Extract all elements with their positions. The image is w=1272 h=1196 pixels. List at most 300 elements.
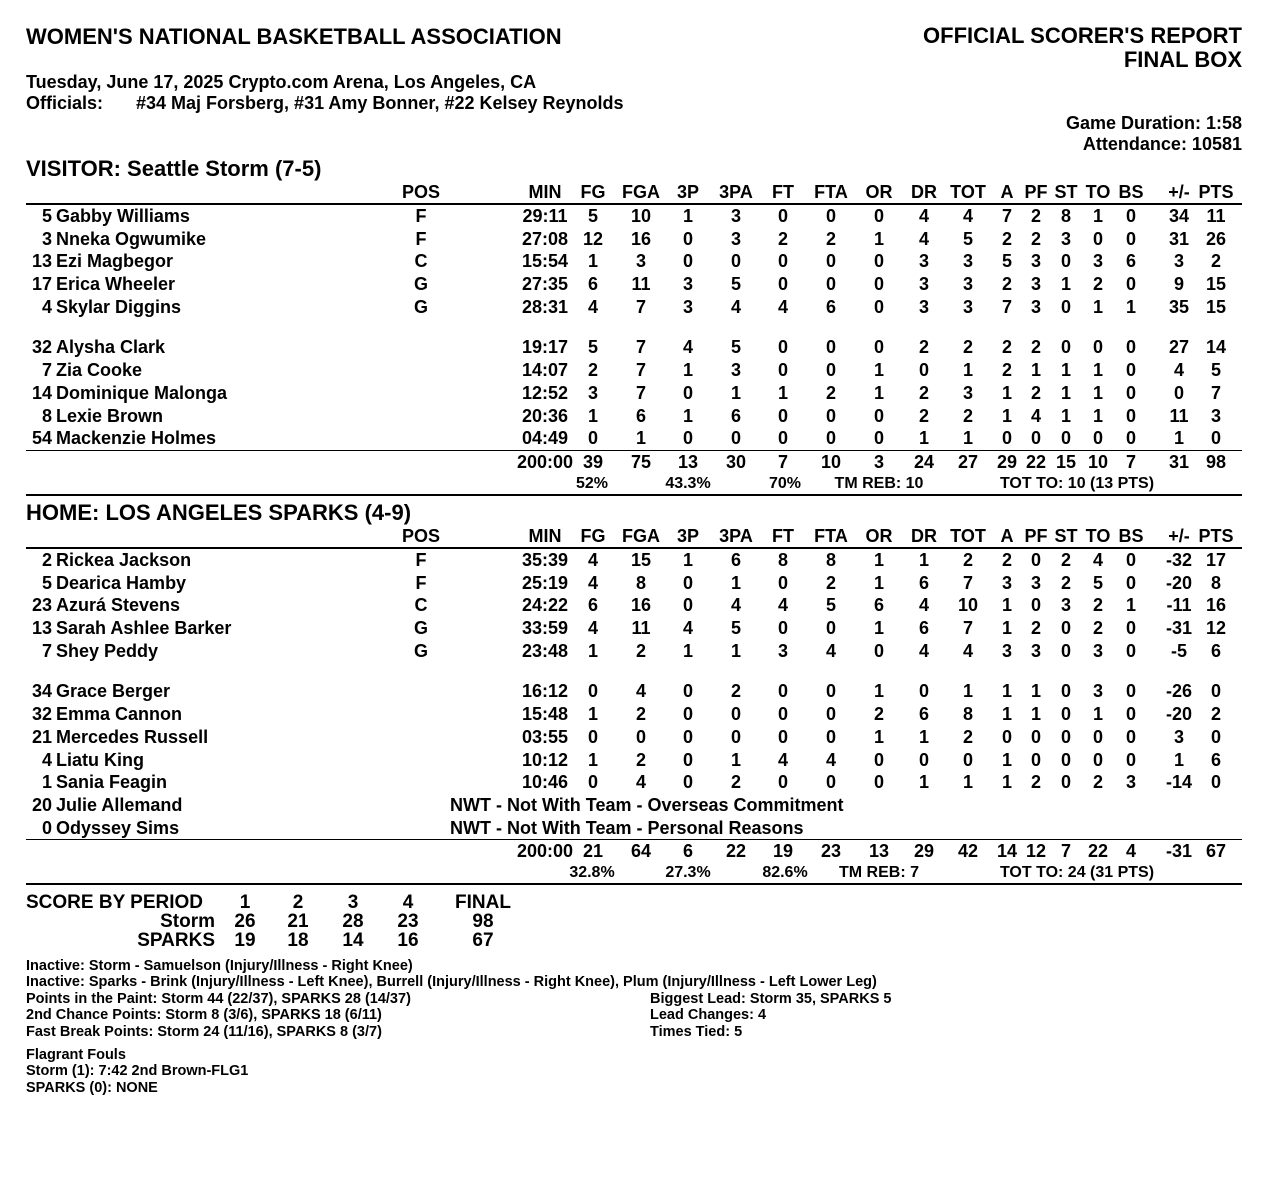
- total-turnovers: TOT TO: 24 (31 PTS): [999, 863, 1155, 881]
- player-row: [26, 771, 1242, 794]
- stat-cell: 3: [730, 228, 742, 249]
- stat-cell: 6: [873, 595, 885, 616]
- stat-cell: 1: [1030, 360, 1042, 381]
- stat-cell: 10: [630, 206, 652, 226]
- stat-cell: 2: [962, 550, 974, 570]
- player-row: [26, 617, 1242, 640]
- stat-cell: 2: [635, 704, 647, 725]
- stat-cell: 5: [962, 228, 974, 249]
- stat-cell: 2: [1030, 228, 1042, 249]
- stat-cell: 1: [1060, 274, 1072, 295]
- stat-cell: 0: [1173, 382, 1185, 403]
- stat-cell: 0: [1030, 428, 1042, 449]
- player-name-cell: [26, 405, 163, 428]
- player-row: [26, 680, 1242, 703]
- percentages-row: [26, 474, 1242, 496]
- stat-cell: 6: [1210, 640, 1222, 661]
- stat-cell: 0: [1210, 772, 1222, 793]
- player-name: Nneka Ogwumike: [56, 228, 207, 249]
- stat-cell: 0: [1125, 618, 1137, 639]
- stat-cell: 10:12: [521, 749, 569, 770]
- team-rebounds: TM REB: 10: [834, 474, 924, 492]
- player-row: [26, 273, 1242, 296]
- period-score: 14: [342, 930, 364, 951]
- stat-cell: 0: [682, 428, 694, 449]
- stat-cell: 10:46: [521, 772, 569, 793]
- stat-cell: 5: [587, 337, 599, 358]
- player-name-cell: [26, 617, 231, 640]
- fg-percentage: 32.8%: [569, 863, 615, 881]
- player-position: F: [415, 550, 427, 570]
- stat-cell: 0: [682, 681, 694, 702]
- stat-cell: 04:49: [521, 428, 569, 449]
- total-cell: 22: [725, 841, 747, 862]
- stat-cell: 4: [587, 618, 599, 639]
- stat-cell: 2: [918, 382, 930, 403]
- player-number: 13: [31, 618, 52, 639]
- stat-cell: 2: [1030, 772, 1042, 793]
- stat-cell: 15:54: [521, 251, 569, 272]
- stat-cell: 2: [918, 405, 930, 426]
- stat-cell: 1: [918, 726, 930, 747]
- stat-cell: 6: [825, 296, 837, 317]
- stat-cell: 0: [1060, 618, 1072, 639]
- stat-cell: -32: [1165, 550, 1193, 570]
- stat-cell: 28:31: [521, 296, 569, 317]
- stat-cell: 12: [1205, 618, 1227, 639]
- stat-cell: 0: [1030, 550, 1042, 570]
- stat-cell: 11: [631, 274, 651, 295]
- stat-cell: 0: [1092, 428, 1104, 449]
- player-name-cell: [26, 771, 167, 794]
- stat-cell: 3: [730, 360, 742, 381]
- stat-cell: 1: [587, 640, 599, 661]
- total-cell: 3: [873, 451, 885, 472]
- total-cell: 200:00: [516, 451, 574, 472]
- stat-cell: 7: [635, 296, 647, 317]
- total-cell: 30: [725, 451, 747, 472]
- stat-cell: 0: [825, 726, 837, 747]
- stat-cell: 3: [1092, 640, 1104, 661]
- player-name-cell: [26, 640, 158, 663]
- stat-cell: 6: [730, 405, 742, 426]
- total-cell: 22: [1025, 451, 1047, 472]
- player-number: 4: [41, 749, 52, 770]
- stat-cell: 16: [630, 228, 652, 249]
- stat-cell: 16:12: [521, 681, 569, 702]
- column-header: FG: [580, 526, 606, 546]
- stat-cell: 1: [918, 428, 930, 449]
- stat-cell: 1: [1092, 382, 1104, 403]
- team-name: Storm: [160, 911, 215, 932]
- player-name-cell: [26, 228, 206, 251]
- player-name-cell: [26, 549, 191, 572]
- note-line: Lead Changes: 4: [650, 1007, 767, 1024]
- total-cell: 42: [957, 841, 979, 862]
- dnp-row: [26, 794, 1242, 817]
- stat-cell: 3: [1030, 251, 1042, 272]
- player-name: Mercedes Russell: [56, 726, 209, 747]
- period-label: 3: [347, 892, 359, 913]
- stat-cell: 0: [777, 405, 789, 426]
- stat-cell: 0: [682, 749, 694, 770]
- stat-cell: 15: [1205, 296, 1227, 317]
- stat-cell: 2: [825, 228, 837, 249]
- stat-cell: 3: [1030, 296, 1042, 317]
- player-row: [26, 250, 1242, 273]
- note-line: 2nd Chance Points: Storm 8 (3/6), SPARKS 18 (6/11): [26, 1007, 382, 1024]
- stat-cell: 2: [1001, 228, 1013, 249]
- visitor-title: VISITOR: Seattle Storm (7-5): [26, 156, 322, 181]
- stat-cell: 1: [1001, 405, 1013, 426]
- column-header: FG: [580, 182, 606, 202]
- player-row: [26, 382, 1242, 405]
- stat-cell: 3: [1001, 640, 1013, 661]
- total-cell: 14: [996, 841, 1018, 862]
- note-line: Inactive: Sparks - Brink (Injury/Illness - Left Knee), Burrell (Injury/Illness - Right Knee), Plum (Injury/Illness - Left Lower Leg): [26, 974, 877, 991]
- period-score: 21: [287, 911, 309, 932]
- stat-cell: 6: [587, 274, 599, 295]
- stat-cell: 2: [1001, 360, 1013, 381]
- stat-cell: 0: [777, 726, 789, 747]
- stat-cell: 6: [1125, 251, 1137, 272]
- stat-cell: 0: [777, 206, 789, 226]
- stat-cell: 4: [682, 618, 694, 639]
- column-header: MIN: [528, 182, 562, 202]
- stat-cell: 2: [635, 749, 647, 770]
- stat-cell: 0: [873, 274, 885, 295]
- stat-cell: 12:52: [521, 382, 569, 403]
- total-cell: 4: [1125, 841, 1137, 862]
- column-header: MIN: [528, 526, 562, 546]
- stat-cell: 3: [962, 274, 974, 295]
- stat-cell: 0: [873, 296, 885, 317]
- stat-cell: 1: [1092, 360, 1104, 381]
- player-position: F: [415, 228, 427, 249]
- stat-cell: 0: [1060, 726, 1072, 747]
- stat-cell: 3: [635, 251, 647, 272]
- total-cell: 7: [777, 451, 789, 472]
- attendance: Attendance: 10581: [1082, 134, 1242, 154]
- stat-cell: 0: [777, 428, 789, 449]
- column-header: 3P: [676, 526, 700, 546]
- visitor-box-table: [26, 181, 1242, 496]
- stat-cell: 2: [962, 726, 974, 747]
- total-cell: 10: [1087, 451, 1109, 472]
- stat-cell: 6: [918, 572, 930, 593]
- player-name: Liatu King: [56, 749, 144, 770]
- player-row: [26, 749, 1242, 772]
- stat-cell: 0: [682, 772, 694, 793]
- player-position: G: [413, 274, 429, 295]
- stat-cell: 2: [777, 228, 789, 249]
- total-cell: 23: [820, 841, 842, 862]
- stat-cell: 0: [777, 572, 789, 593]
- column-header: FTA: [814, 526, 848, 546]
- column-header: FT: [772, 182, 794, 202]
- stat-cell: 0: [1060, 428, 1072, 449]
- game-duration: Game Duration: 1:58: [1065, 113, 1242, 133]
- stat-cell: 4: [777, 749, 789, 770]
- player-number: 2: [41, 550, 52, 570]
- stat-cell: 1: [777, 382, 789, 403]
- date-venue: Tuesday, June 17, 2025 Crypto.com Arena, Los Angeles, CA: [26, 72, 537, 92]
- stat-cell: 2: [1001, 337, 1013, 358]
- stat-cell: 0: [587, 428, 599, 449]
- stat-cell: 7: [635, 337, 647, 358]
- stat-cell: 6: [635, 405, 647, 426]
- player-number: 5: [41, 206, 52, 226]
- total-cell: 6: [682, 841, 694, 862]
- player-name: Emma Cannon: [56, 704, 183, 725]
- total-cell: 21: [582, 841, 604, 862]
- stat-cell: 0: [1125, 274, 1137, 295]
- stat-cell: 1: [587, 749, 599, 770]
- stat-cell: 1: [1173, 749, 1185, 770]
- stat-cell: 3: [1092, 681, 1104, 702]
- column-header: FGA: [622, 182, 660, 202]
- player-name: Lexie Brown: [56, 405, 164, 426]
- stat-cell: 3: [1060, 595, 1072, 616]
- stat-cell: 1: [873, 572, 885, 593]
- team-name: SPARKS: [137, 930, 215, 951]
- report-subtitle: FINAL BOX: [1123, 47, 1242, 72]
- period-label: 4: [402, 892, 414, 913]
- stat-cell: 5: [730, 618, 742, 639]
- dnp-row: [26, 817, 1242, 840]
- stat-cell: 1: [587, 251, 599, 272]
- stat-cell: 1: [1060, 382, 1072, 403]
- total-cell: 7: [1060, 841, 1072, 862]
- column-header: FT: [772, 526, 794, 546]
- stat-cell: 2: [1030, 618, 1042, 639]
- player-number: 1: [41, 772, 52, 793]
- stat-cell: 2: [825, 572, 837, 593]
- column-header: +/-: [1168, 526, 1190, 546]
- column-header: FTA: [814, 182, 848, 202]
- total-cell: 31: [1168, 451, 1190, 472]
- stat-cell: -26: [1165, 681, 1193, 702]
- column-header: A: [1000, 182, 1014, 202]
- player-position: G: [413, 296, 429, 317]
- player-row: [26, 703, 1242, 726]
- stat-cell: 0: [873, 337, 885, 358]
- stat-cell: 1: [730, 382, 742, 403]
- stat-cell: 1: [1001, 704, 1013, 725]
- period-score: 18: [287, 930, 309, 951]
- home-title: HOME: LOS ANGELES SPARKS (4-9): [26, 500, 412, 525]
- stat-cell: 15: [630, 550, 652, 570]
- stat-cell: 11: [1169, 405, 1189, 426]
- period-score-row: [26, 931, 526, 950]
- stat-cell: 1: [1001, 618, 1013, 639]
- player-number: 34: [31, 681, 52, 702]
- player-name-cell: [26, 382, 227, 405]
- stat-cell: 27:08: [521, 228, 569, 249]
- stat-cell: 27:35: [521, 274, 569, 295]
- three-point-percentage: 43.3%: [665, 474, 711, 492]
- stat-cell: -14: [1165, 772, 1193, 793]
- player-name: Skylar Diggins: [56, 296, 182, 317]
- stat-cell: 1: [587, 405, 599, 426]
- percentages-row: [26, 863, 1242, 885]
- stat-cell: 1: [682, 360, 694, 381]
- stat-cell: 4: [635, 681, 647, 702]
- stat-cell: 0: [730, 251, 742, 272]
- stat-cell: 0: [1125, 572, 1137, 593]
- stat-cell: 0: [1030, 726, 1042, 747]
- column-header: OR: [865, 526, 893, 546]
- player-name-cell: [26, 703, 182, 726]
- game-duration-block: [1066, 113, 1242, 155]
- stat-cell: 0: [1210, 726, 1222, 747]
- stat-cell: 1: [873, 382, 885, 403]
- stat-cell: 1: [1092, 206, 1104, 226]
- total-cell: 27: [957, 451, 979, 472]
- stat-cell: 0: [918, 749, 930, 770]
- stat-cell: 0: [1001, 428, 1013, 449]
- stat-cell: 0: [825, 251, 837, 272]
- stat-cell: 1: [682, 405, 694, 426]
- stat-cell: 4: [1030, 405, 1042, 426]
- stat-cell: 3: [918, 296, 930, 317]
- stat-cell: 0: [825, 206, 837, 226]
- stat-cell: 0: [1125, 749, 1137, 770]
- stat-cell: 1: [873, 228, 885, 249]
- stat-cell: 3: [730, 206, 742, 226]
- period-label: 2: [292, 892, 304, 913]
- stat-cell: 1: [1092, 405, 1104, 426]
- stat-cell: 2: [873, 704, 885, 725]
- flagrant-line: Flagrant Fouls: [26, 1047, 126, 1063]
- stat-cell: 7: [1001, 206, 1013, 226]
- stat-cell: 4: [918, 640, 930, 661]
- stat-cell: 0: [1125, 206, 1137, 226]
- player-name-cell: [26, 296, 181, 319]
- stat-cell: 0: [825, 681, 837, 702]
- stat-cell: 3: [1173, 726, 1185, 747]
- stat-cell: 0: [825, 360, 837, 381]
- player-position: G: [413, 640, 429, 661]
- stat-cell: 0: [1060, 296, 1072, 317]
- total-cell: 29: [996, 451, 1018, 472]
- total-cell: 67: [1205, 841, 1227, 862]
- column-header: ST: [1054, 182, 1078, 202]
- stat-cell: 0: [587, 681, 599, 702]
- officials-line: [26, 93, 624, 114]
- stat-cell: 0: [873, 206, 885, 226]
- stat-cell: 0: [1060, 704, 1072, 725]
- stat-cell: 4: [918, 206, 930, 226]
- stat-cell: 5: [825, 595, 837, 616]
- stat-cell: 0: [777, 251, 789, 272]
- stat-cell: 16: [1205, 595, 1227, 616]
- stat-cell: 5: [1001, 251, 1013, 272]
- player-row: [26, 594, 1242, 617]
- stat-cell: 0: [1060, 640, 1072, 661]
- stat-cell: 1: [635, 428, 647, 449]
- period-score: 16: [397, 930, 419, 951]
- period-score: 19: [234, 930, 256, 951]
- stat-cell: 0: [1060, 251, 1072, 272]
- stat-cell: 14: [1205, 337, 1227, 358]
- stat-cell: 0: [1092, 228, 1104, 249]
- stat-cell: 0: [918, 360, 930, 381]
- stat-cell: 8: [777, 550, 789, 570]
- stat-cell: -11: [1166, 595, 1192, 616]
- total-cell: 39: [582, 451, 604, 472]
- status-note: NWT - Not With Team - Personal Reasons: [450, 817, 804, 838]
- stat-cell: 1: [1060, 360, 1072, 381]
- stat-cell: 0: [730, 428, 742, 449]
- stat-cell: 23:48: [521, 640, 569, 661]
- total-cell: -31: [1165, 841, 1193, 862]
- stat-cell: 27: [1168, 337, 1190, 358]
- stat-cell: 1: [1092, 296, 1104, 317]
- stat-cell: 16: [630, 595, 652, 616]
- stat-cell: 0: [635, 726, 647, 747]
- player-number: 13: [31, 251, 52, 272]
- stat-cell: 0: [730, 704, 742, 725]
- score-by-period-label: SCORE BY PERIOD: [26, 892, 204, 913]
- stat-cell: 0: [1030, 595, 1042, 616]
- stat-cell: 2: [918, 337, 930, 358]
- player-number: 21: [31, 726, 52, 747]
- stat-cell: 4: [777, 595, 789, 616]
- flagrant-fouls: [26, 1047, 248, 1096]
- stat-cell: 0: [1092, 749, 1104, 770]
- stat-cell: 0: [777, 360, 789, 381]
- stat-cell: 0: [1060, 337, 1072, 358]
- player-row: [26, 228, 1242, 251]
- column-header: BS: [1118, 526, 1144, 546]
- stat-cell: 4: [777, 296, 789, 317]
- player-number: 8: [41, 405, 52, 426]
- stat-cell: 12: [582, 228, 604, 249]
- stat-cell: 2: [730, 772, 742, 793]
- player-position: F: [415, 206, 427, 226]
- note-line: Inactive: Storm - Samuelson (Injury/Illness - Right Knee): [26, 958, 413, 974]
- stat-cell: 6: [1210, 749, 1222, 770]
- stat-cell: 1: [682, 206, 694, 226]
- total-turnovers: TOT TO: 10 (13 PTS): [999, 474, 1155, 492]
- stat-cell: 0: [1125, 228, 1137, 249]
- stat-cell: 2: [1030, 382, 1042, 403]
- total-cell: 12: [1025, 841, 1047, 862]
- stat-cell: 29:11: [522, 206, 568, 226]
- stat-cell: 1: [1001, 749, 1013, 770]
- stat-cell: 0: [587, 726, 599, 747]
- stat-cell: 11: [631, 618, 651, 639]
- stat-cell: 19:17: [521, 337, 569, 358]
- stat-cell: 8: [825, 550, 837, 570]
- player-name-cell: [26, 205, 190, 228]
- stat-cell: 0: [1030, 749, 1042, 770]
- stat-cell: 6: [918, 618, 930, 639]
- player-name: Azurá Stevens: [56, 595, 181, 616]
- stat-cell: 1: [1173, 428, 1185, 449]
- stat-cell: 3: [918, 274, 930, 295]
- stat-cell: 2: [1001, 274, 1013, 295]
- stat-cell: 35:39: [521, 550, 569, 570]
- stat-cell: 3: [962, 296, 974, 317]
- player-position: G: [413, 618, 429, 639]
- note-line: Times Tied: 5: [650, 1023, 743, 1040]
- player-name-cell: [26, 572, 186, 595]
- stat-cell: 1: [1060, 405, 1072, 426]
- starters-bench-gap: [26, 662, 1242, 680]
- stat-cell: 3: [1092, 251, 1104, 272]
